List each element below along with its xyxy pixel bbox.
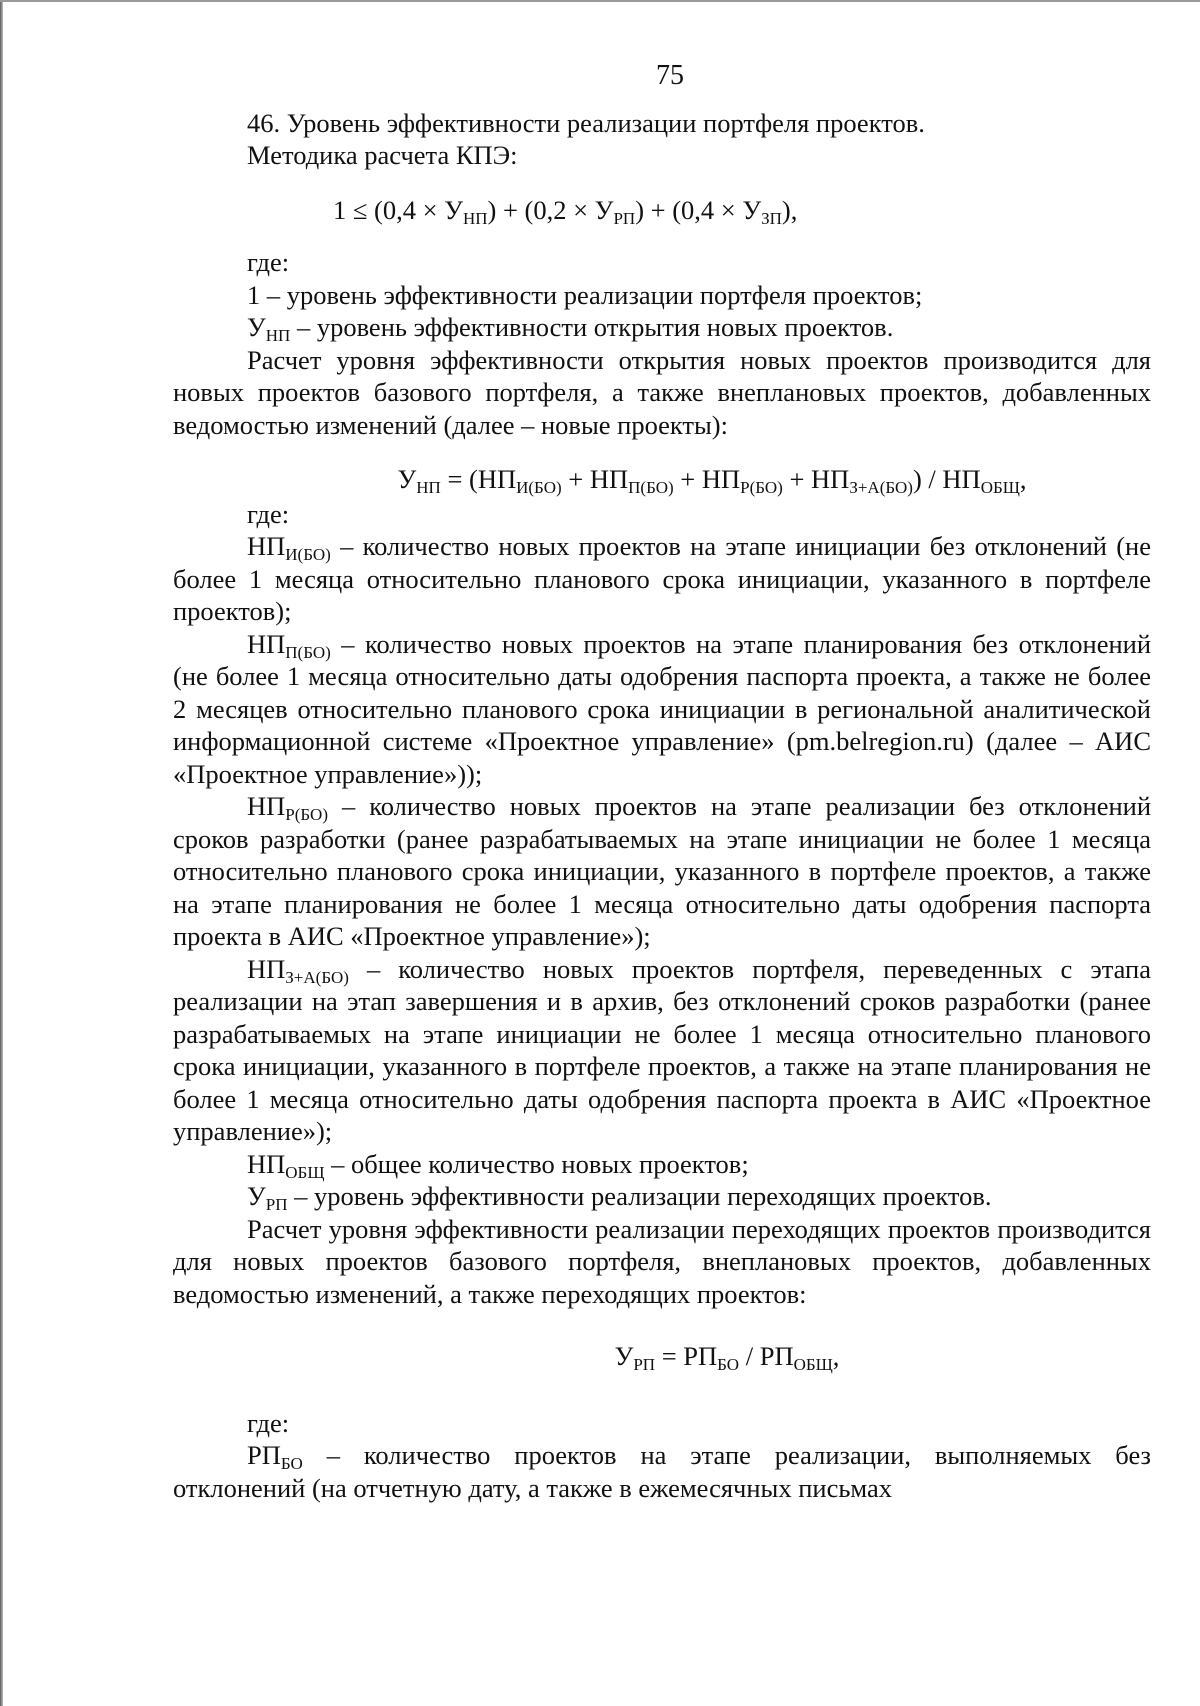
item-title: 46. Уровень эффективности реализации портфеля проектов. (247, 107, 925, 138)
formula-urp: $У_{РП} = РП_{БО} / РП_{ОБЩ}$, (614, 1341, 840, 1374)
definition-npobsh: $НП_{ОБЩ}$ – общее количество новых проектов; (247, 1148, 749, 1182)
definition-unp: $У_{НП}$ – уровень эффективности открытия новых проектов. (247, 312, 894, 345)
formula-unp: $У_{НП} = (НП_{И(БО)} + НП_{П(БО)} + НП_{Р(БО)} + НП_{З+А(БО)}) / НП_{ОБЩ}$, (397, 464, 1027, 497)
definition-urp: $У_{РП}$ – уровень эффективности реализации переходящих проектов. (247, 1181, 992, 1214)
formula-kpe: $1 \le (0,4 \times У_{НП}) + (0,2 \times У_{РП}) + (0,4 \times У_{ЗП})$, (333, 194, 798, 228)
definition-npr: $НП_{Р(БО)}$ – количество новых проектов на этапе реализации без отклонений сроков разработки (ранее разрабатываемых на этапе инициации не более 1 месяца относительно планового срока инициации, указанного в портфеле проектов, а также на этапе планирования не более 1 месяца относительно даты одобрения паспорта проекта в АИС «Проектное управление»); (173, 791, 1151, 951)
method-label: Методика расчета КПЭ: (247, 140, 518, 170)
scan-edge-left (0, 0, 3, 1706)
paragraph-urp-calc: Расчет уровня эффективности реализации переходящих проектов производится для новых проектов базового портфеля, внеплановых проектов, добавленных ведомостью изменений, а также переходящих проектов: (173, 1213, 1151, 1309)
scan-edge-top (0, 0, 1200, 2)
definition-1: 1 – уровень эффективности реализации портфеля проектов; (247, 279, 923, 310)
definition-npz: $НП_{З+А(БО)}$ – количество новых проектов портфеля, переведенных с этапа реализации на этап завершения и в архив, без отклонений сроков разработки (ранее разрабатываемых на этапе инициации не более 1 месяца относительно планового срока инициации, указанного в портфеле проектов, а также на этапе планирования не более 1 месяца относительно даты одобрения паспорта проекта в АИС «Проектное управление»); (173, 953, 1151, 1146)
where-label: где: (247, 498, 290, 529)
paragraph-unp-calc: Расчет уровня эффективности открытия новых проектов производится для новых проектов базового портфеля, а также внеплановых проектов, добавленных ведомостью изменений (далее – новые проекты): (173, 344, 1151, 440)
where-label: где: (247, 247, 290, 277)
page-number: 75 (656, 60, 684, 91)
definition-npi: $НП_{И(БО)}$ – количество новых проектов на этапе инициации без отклонений (не более 1 месяца относительно планового срока инициации, указанного в портфеле проектов); (173, 531, 1151, 626)
document-page (173, 60, 1151, 1504)
definition-npp: $НП_{П(БО)}$ – количество новых проектов на этапе планирования без отклонений (не более 1 месяца относительно даты одобрения паспорта проекта, а также не более 2 месяцев относительно планового срока инициации в региональной аналитической информационной системе «Проектное управление» (pm.belregion.ru) (далее – АИС «Проектное управление»)); (173, 628, 1151, 789)
where-label: где: (247, 1407, 290, 1438)
definition-rpbo: $РП_{БО}$ – количество проектов на этапе реализации, выполняемых без отклонений (на отчетную дату, а также в ежемесячных письмах (173, 1440, 1151, 1503)
